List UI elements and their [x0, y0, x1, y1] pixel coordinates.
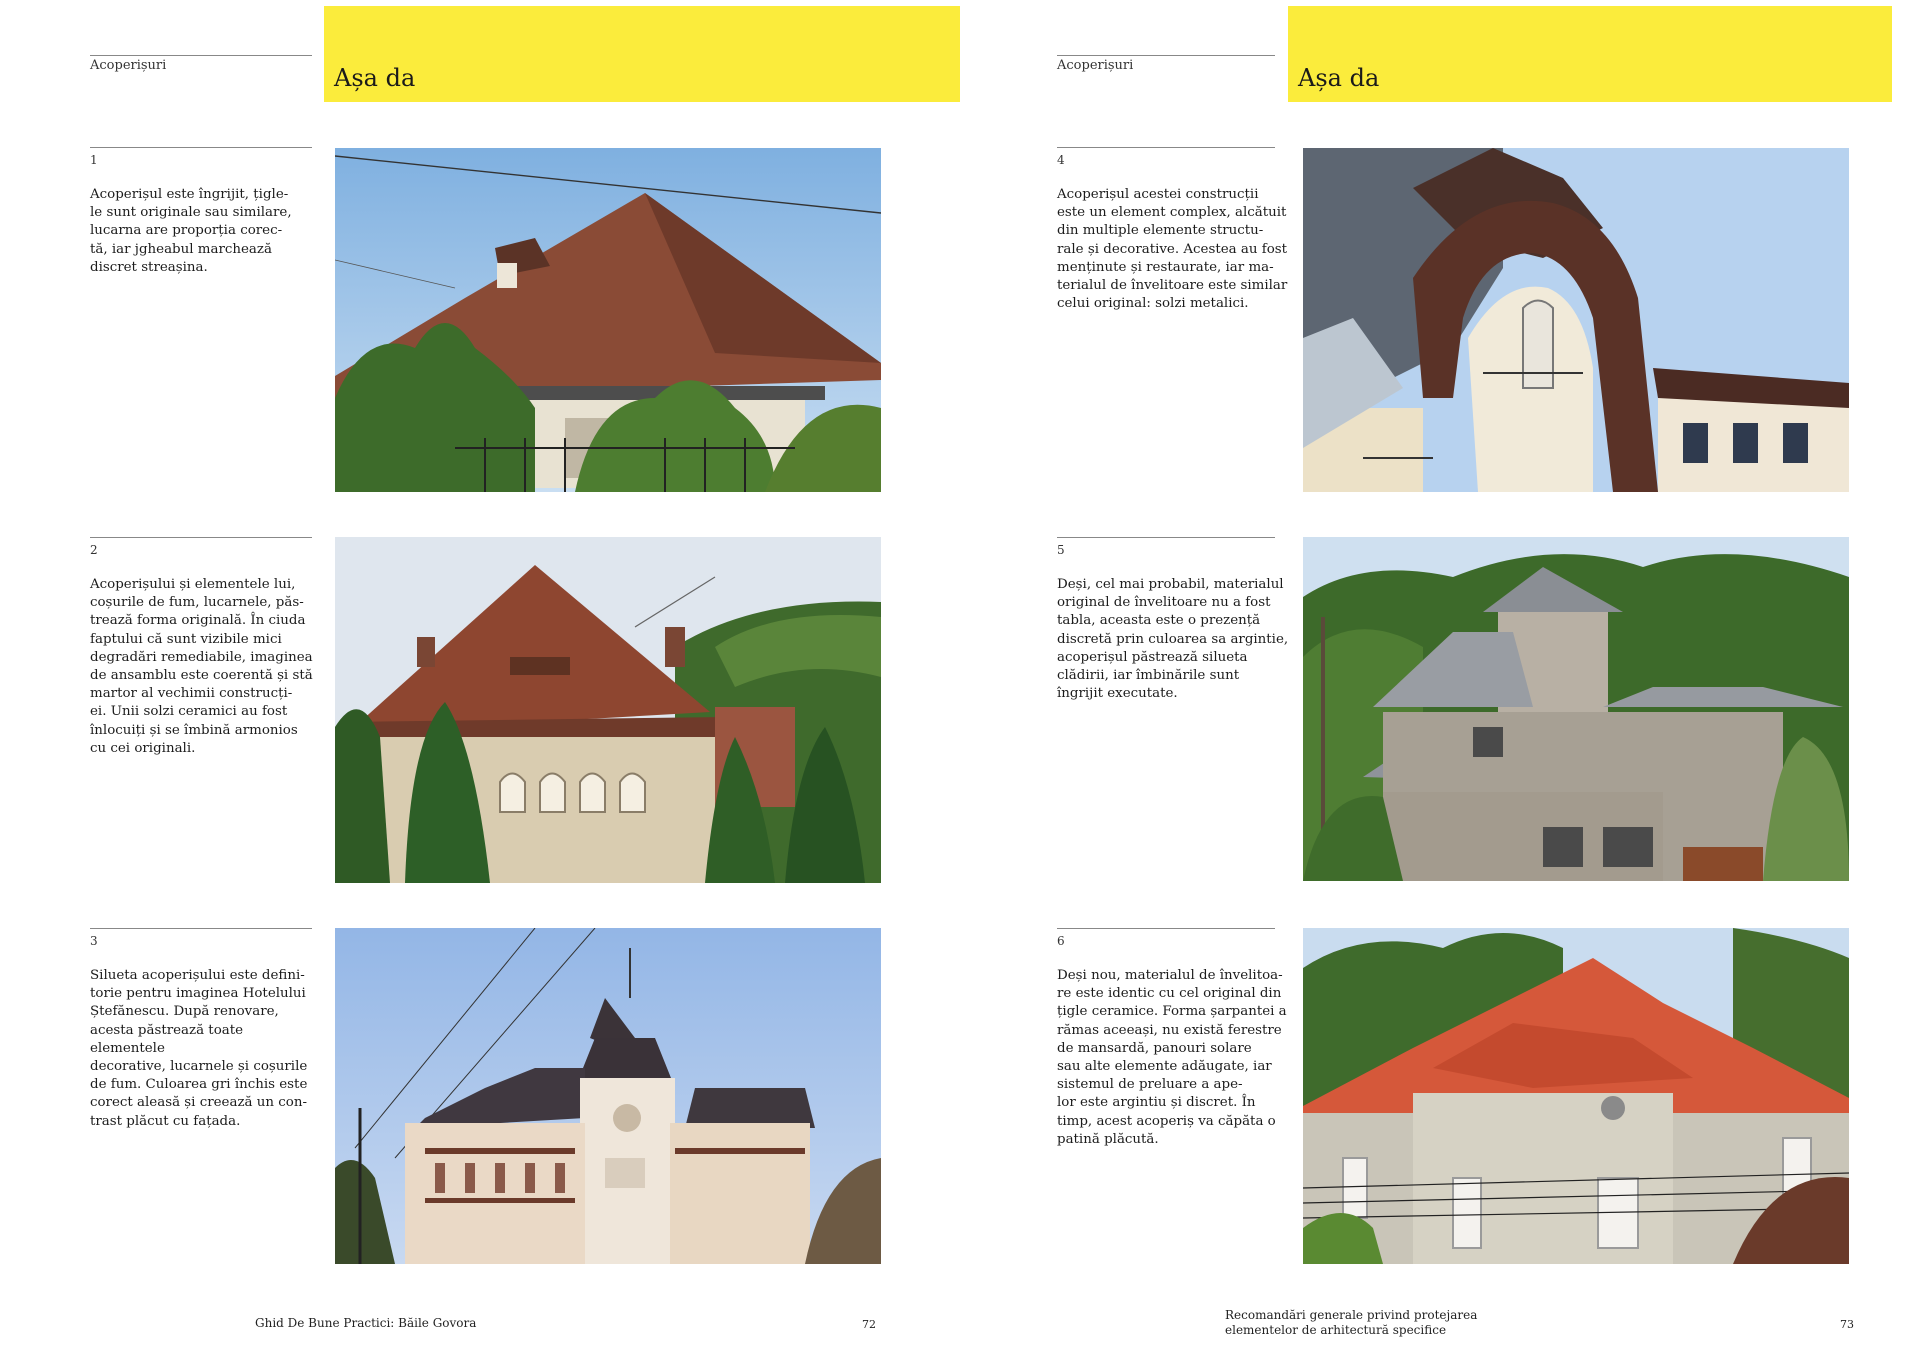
footer-subtitle: Recomandări generale privind protejarea elementelor de arhitectură specifice [1225, 1308, 1478, 1337]
section-rule [1057, 55, 1275, 56]
item-description: Acoperișul acestei construcții este un element complex, alcătuit din multiple elemente structu- rale și decorative. Acestea au fost menținute și restaurate, iar ma- terialul de învelitoare este similar celui original: solzi metalici. [1057, 187, 1288, 312]
item-number: 6 [1057, 934, 1065, 948]
footer-title: Ghid De Bune Practici: Băile Govora [255, 1316, 477, 1330]
page-header-title: Așa da [334, 64, 416, 92]
page-header [324, 6, 960, 102]
item-description: Silueta acoperișului este defini- torie pentru imaginea Hotelului Ștefănescu. După renovare, acesta păstrează toate elementele decorative, lucarnele și coșurile de fum. Culoarea gri închis este corect aleasă și creează un con- trast plăcut cu fațada. [90, 968, 308, 1129]
page-header [1288, 6, 1892, 102]
photo-4-metal-scale-roof-icon [1303, 148, 1849, 492]
item-rule [90, 537, 312, 538]
item-description: Deși nou, materialul de învelitoa- re este identic cu cel original din țigle ceramice. Forma șarpantei a rămas aceeași, nu există ferestre de mansardă, panouri solare sau alte elemente adăugate, iar sistemul de preluare a ape- lor este argintiu și discret. În timp, acest acoperiș va căpăta o patină plăcută. [1057, 968, 1287, 1147]
item-rule [90, 928, 312, 929]
item-number: 5 [1057, 543, 1065, 557]
page-header-title: Așa da [1298, 64, 1380, 92]
item-description: Acoperișul este îngrijit, țigle- le sunt originale sau similare, lucarna are proporția corec- tă, iar jgheabul marchează discret streașina. [90, 187, 292, 275]
section-rule [90, 55, 312, 56]
section-label: Acoperișuri [90, 58, 167, 73]
item-rule [1057, 537, 1275, 538]
right-page [960, 0, 1920, 1356]
photo-6-red-tile-roof-villa-icon [1303, 928, 1849, 1264]
photo-2-ceramic-scale-roof-villa-icon [335, 537, 881, 883]
page-number: 72 [862, 1318, 876, 1331]
item-rule [90, 147, 312, 148]
item-number: 2 [90, 543, 98, 557]
section-label: Acoperișuri [1057, 58, 1134, 73]
item-rule [1057, 147, 1275, 148]
item-number: 1 [90, 153, 98, 167]
item-number: 4 [1057, 153, 1065, 167]
item-description: Deși, cel mai probabil, materialul original de învelitoare nu a fost tabla, aceasta este o prezență discretă prin culoarea sa argintie, acoperișul păstrează silueta clădirii, iar îmbinările sunt îngrijit executate. [1057, 577, 1289, 702]
page-number: 73 [1840, 1318, 1854, 1331]
item-description: Acoperișului și elementele lui, coșurile de fum, lucarnele, păs- trează forma originală. În ciuda faptului că sunt vizibile mici degradări remediabile, imaginea de ansamblu este coerentă și stă martor al vechimii construcți- ei. Unii solzi ceramici au fost înlocuiți și se îmbină armonios cu cei originali. [90, 577, 313, 756]
photo-5-metal-sheet-roof-villa-icon [1303, 537, 1849, 881]
photo-3-hotel-stefanescu-roof-icon [335, 928, 881, 1264]
item-number: 3 [90, 934, 98, 948]
photo-1-tiled-roof-house-icon [335, 148, 881, 492]
item-rule [1057, 928, 1275, 929]
